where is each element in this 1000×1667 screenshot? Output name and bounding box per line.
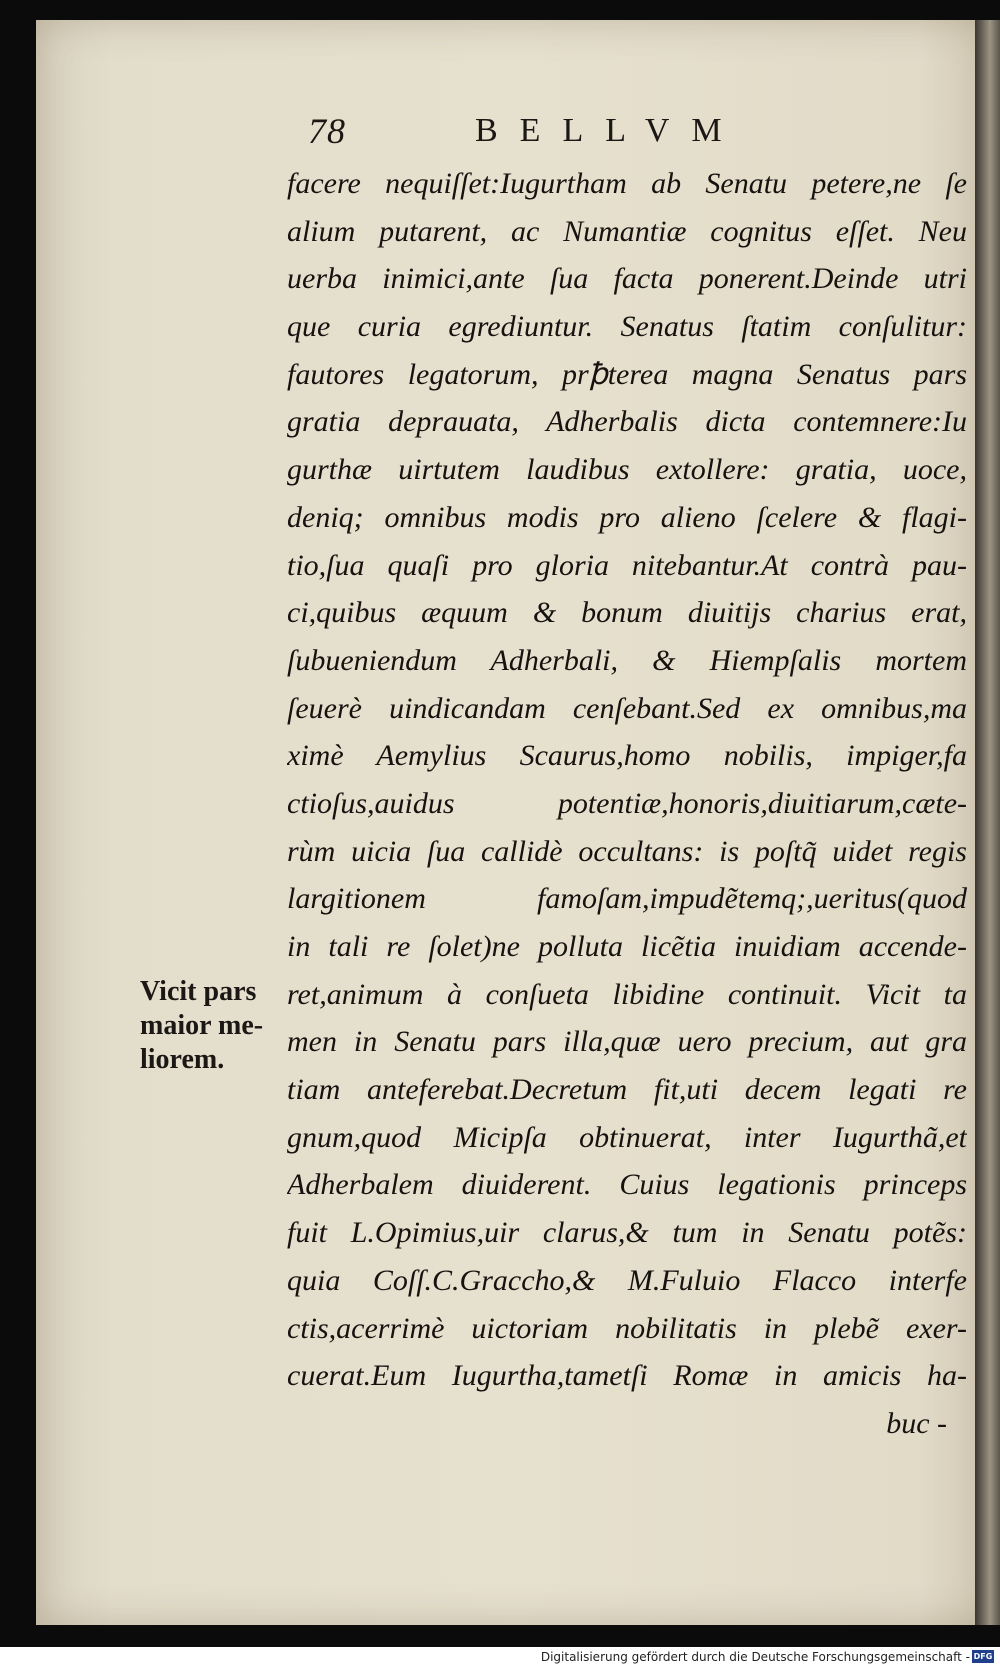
- text-line: men in Senatu pars illa,quæ uero precium, aut gra: [287, 1025, 967, 1059]
- text-line: deniq; omnibus modis pro alieno ſcelere & flagi-: [287, 500, 967, 534]
- text-line: alium putarent, ac Numantiæ cognitus eſſet. Neu: [287, 214, 967, 248]
- text-line: tiam anteferebat.Decretum fit,uti decem legati re: [287, 1073, 967, 1107]
- text-line: uerba inimici,ante ſua facta ponerent.Deinde utri: [287, 262, 967, 296]
- text-line: gurthæ uirtutem laudibus extollere: gratia, uoce,: [287, 453, 967, 487]
- page-edge: [975, 20, 1000, 1625]
- marginal-note-line: Vicit pars: [140, 976, 257, 1007]
- page-number: 78: [308, 111, 346, 151]
- text-line: quia Coſſ.C.Graccho,& M.Fuluio Flacco interfe: [287, 1263, 967, 1297]
- text-line: fuit L.Opimius,uir clarus,& tum in Senatu potẽs:: [287, 1216, 967, 1250]
- body-text: [287, 160, 967, 1448]
- catchword: buc -: [886, 1406, 947, 1440]
- text-line: largitionem famoſam,impudẽtemq;,ueritus(quod: [287, 882, 967, 916]
- text-line: tio,ſua quaſi pro gloria nitebantur.At contrà pau-: [287, 548, 967, 582]
- text-line: cuerat.Eum Iugurtha,tametſi Romæ in amicis ha-: [287, 1359, 967, 1393]
- text-line: fautores legatorum, prꝥterea magna Senatus pars: [287, 357, 967, 391]
- digitization-footer: [0, 1647, 1000, 1667]
- dfg-logo-icon: DFG: [973, 1652, 993, 1661]
- text-line: ci,quibus æquum & bonum diuitijs charius erat,: [287, 596, 967, 630]
- text-line: rùm uicia ſua callidè occultans: is poſtq̃ uidet regis: [287, 834, 967, 868]
- marginal-note-line: liorem.: [140, 1044, 225, 1075]
- text-line: facere nequiſſet:Iugurtham ab Senatu petere,ne ſe: [287, 167, 967, 200]
- marginal-note-line: maior me-: [140, 1010, 264, 1041]
- marginal-note: [140, 975, 290, 1077]
- text-line: ctioſus,auidus potentiæ,honoris,diuitiarum,cæte-: [287, 786, 967, 820]
- text-line: que curia egrediuntur. Senatus ſtatim conſulitur:: [287, 310, 967, 344]
- text-line: in tali re ſolet)ne polluta licẽtia inuidiam accende-: [287, 930, 967, 963]
- text-line: ſeuerè uindicandam cenſebant.Sed ex omnibus,ma: [287, 691, 967, 725]
- text-line: ſubueniendum Adherbali, & Hiempſalis mortem: [287, 643, 967, 677]
- text-line: ctis,acerrimè uictoriam nobilitatis in plebẽ exer-: [287, 1311, 967, 1345]
- running-title: BELLVM: [475, 112, 744, 149]
- text-line: Adherbalem diuiderent. Cuius legationis princeps: [287, 1168, 967, 1202]
- text-line: ret,animum à conſueta libidine continuit. Vicit ta: [287, 977, 967, 1011]
- text-line: gnum,quod Micipſa obtinuerat, inter Iugurthã,et: [287, 1120, 967, 1154]
- footer-credit: Digitalisierung gefördert durch die Deutsche Forschungsgemeinschaft -: [540, 1650, 970, 1664]
- text-line: gratia deprauata, Adherbalis dicta contemnere:Iu: [287, 405, 967, 439]
- text-line: ximè Aemylius Scaurus,homo nobilis, impiger,fa: [287, 739, 967, 773]
- running-head: [300, 108, 1000, 158]
